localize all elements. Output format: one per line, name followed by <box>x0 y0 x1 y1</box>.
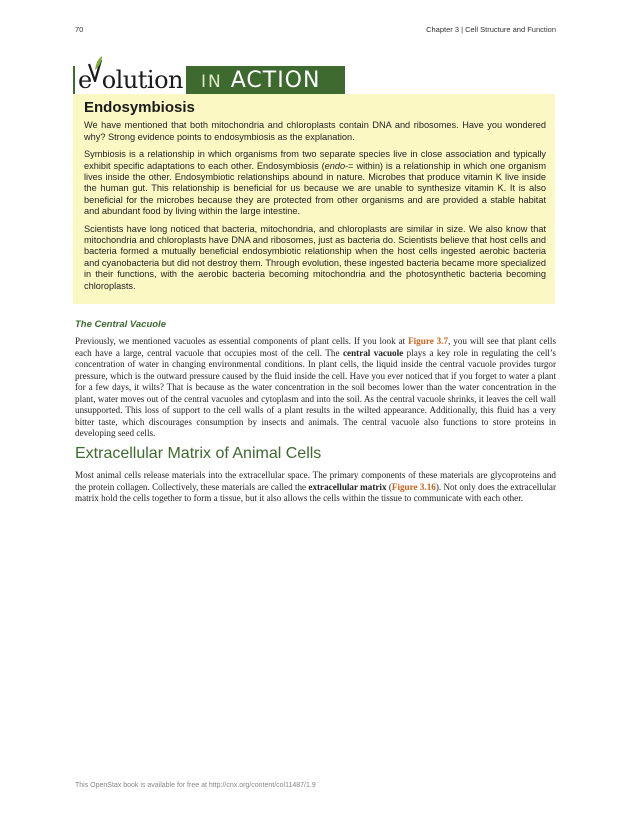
evolution-in-action-banner <box>73 66 345 94</box>
evolution-feature-box <box>73 94 555 304</box>
figure-3-16-link[interactable]: Figure 3.16 <box>391 481 436 492</box>
central-vacuole-paragraph: Previously, we mentioned vacuoles as essential components of plant cells. If you look at Figure 3.7, you will see that plant cells each have a large, central vacuole that occupies most of the cell. The central vacuole plays a key role in regulating the cell’s concentration of water in changing environmental conditions. In plant cells, the liquid inside the central vacuole provides turgor pressure, which is the outward pressure caused by the fluid inside the cell. Have you ever noticed that if you forget to water a plant for a few days, it wilts? That is because as the water concentration in the soil becomes lower than the water concentration in the plant, water moves out of the central vacuoles and cytoplasm and into the soil. As the central vacuole shrinks, it leaves the cell wall unsupported. This loss of support to the cell walls of a plant results in the wilted appearance. Additionally, this fluid has a very bitter taste, which discourages consumption by insects and animals. The central vacuole also functions to store proteins in developing seed cells. <box>75 336 556 439</box>
feature-paragraph-1: We have mentioned that both mitochondria and chloroplasts contain DNA and ribosomes. Have you wondered why? Strong evidence points to endosymbiosis as the explanation. <box>84 120 546 142</box>
figure-3-7-link[interactable]: Figure 3.7 <box>408 336 449 346</box>
in-action-label <box>201 66 320 94</box>
feature-title: Endosymbiosis <box>84 99 195 116</box>
evolution-logo-e: e <box>78 66 92 94</box>
page-number: 70 <box>75 25 84 34</box>
central-vacuole-term: central vacuole <box>342 347 404 358</box>
feature-paragraph-3: Scientists have long noticed that bacteria, mitochondria, and chloroplasts are similar in size. We also know that mitochondria and chloroplasts have DNA and ribosomes, just as bacteria do. Scientists believe that host cells and bacteria formed a mutually beneficial endosymbiotic relationship when the host cells ingested aerobic bacteria and cyanobacteria but did not destroy them. Through evolution, these ingested bacteria became more specialized in their functions, with the aerobic bacteria becoming mitochondria and the photosynthetic bacteria becoming chloroplasts. <box>84 223 546 291</box>
extracellular-matrix-term: extracellular matrix <box>308 481 387 492</box>
endo-term: endo <box>324 160 346 171</box>
page-footer: This OpenStax book is available for free at http://cnx.org/content/col11487/1.9 <box>75 782 316 789</box>
evolution-logo-rest: olution <box>101 66 184 94</box>
running-head: Chapter 3 | Cell Structure and Function <box>426 25 556 34</box>
ecm-section-heading: Extracellular Matrix of Animal Cells <box>75 445 322 462</box>
central-vacuole-heading: The Central Vacuole <box>75 319 166 330</box>
ecm-paragraph: Most animal cells release materials into the extracellular space. The primary components of these materials are glycoproteins and the protein collagen. Collectively, these materials are called the extracellular matrix (Figure 3.16). Not only does the extracellular matrix hold the cells together to form a tissue, but it also allows the cells within the tissue to communicate with each other. <box>75 470 556 504</box>
leaf-v-icon <box>87 56 103 82</box>
feature-paragraph-2: Symbiosis is a relationship in which organisms from two separate species live in close association and typically exhibit specific adaptations to each other. Endosymbiosis (endo-= within) is a relationship in which one organism lives inside the other. Endosymbiotic relationships abound in nature. Microbes that produce vitamin K live inside the human gut. This relationship is beneficial for us because we are unable to synthesize vitamin K. It is also beneficial for the microbes because they are protected from other organisms and are provided a stable habitat and abundant food by living within the large intestine. <box>84 149 546 217</box>
in-text: IN <box>201 72 223 92</box>
action-text: ACTION <box>230 68 321 93</box>
